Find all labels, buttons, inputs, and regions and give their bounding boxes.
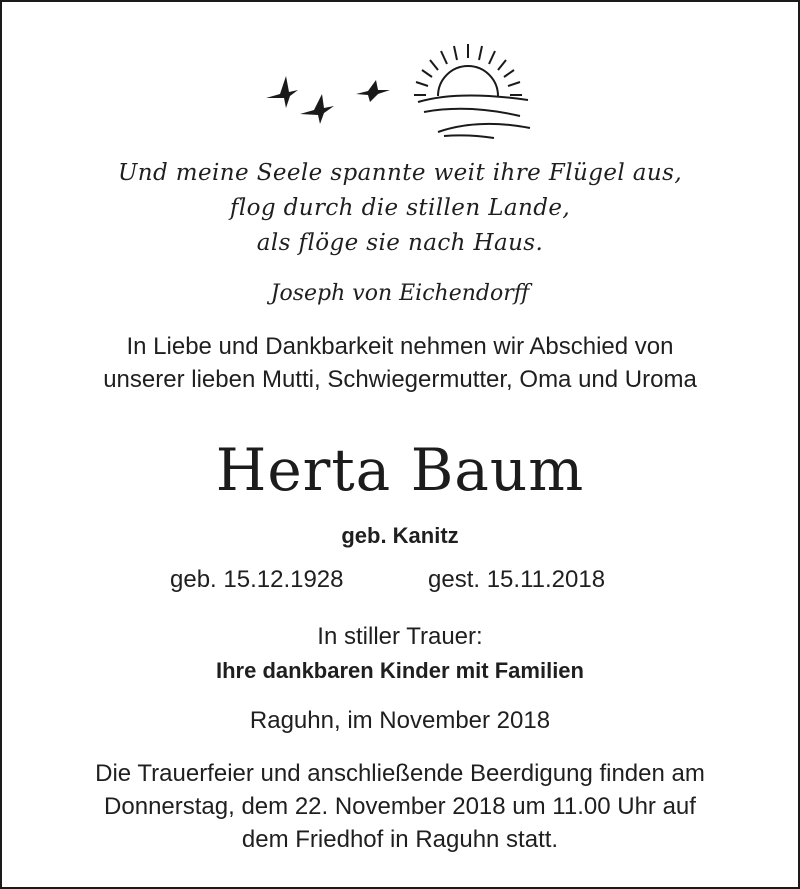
- poem-line-3: als flöge sie nach Haus.: [256, 230, 544, 256]
- funeral-line-2: Donnerstag, dem 22. November 2018 um 11.00 Uhr auf: [104, 793, 696, 820]
- poem-line-1: Und meine Seele spannte weit ihre Flügel aus,: [117, 160, 683, 186]
- deceased-name: Herta Baum: [215, 436, 585, 504]
- place-date: Raguhn, im November 2018: [249, 707, 551, 734]
- birds-and-sunset-icon: [258, 36, 540, 148]
- mourners-label: In stiller Trauer:: [317, 623, 483, 650]
- intro-line-1: In Liebe und Dankbarkeit nehmen wir Abschied von: [126, 333, 674, 360]
- poem-line-2: flog durch die stillen Lande,: [229, 195, 571, 221]
- poem-author: Joseph von Eichendorff: [270, 281, 530, 306]
- maiden-name: geb. Kanitz: [341, 523, 459, 548]
- intro-line-2: unserer lieben Mutti, Schwiegermutter, Oma und Uroma: [103, 366, 697, 393]
- funeral-line-1: Die Trauerfeier und anschließende Beerdigung finden am: [95, 760, 705, 787]
- funeral-line-3: dem Friedhof in Raguhn statt.: [241, 826, 559, 853]
- mourners-names: Ihre dankbaren Kinder mit Familien: [216, 658, 584, 683]
- sunset-icon: [414, 44, 530, 138]
- flying-birds-icon: [266, 76, 390, 124]
- birth-date: geb. 15.12.1928: [170, 566, 344, 593]
- death-date: gest. 15.11.2018: [428, 566, 606, 593]
